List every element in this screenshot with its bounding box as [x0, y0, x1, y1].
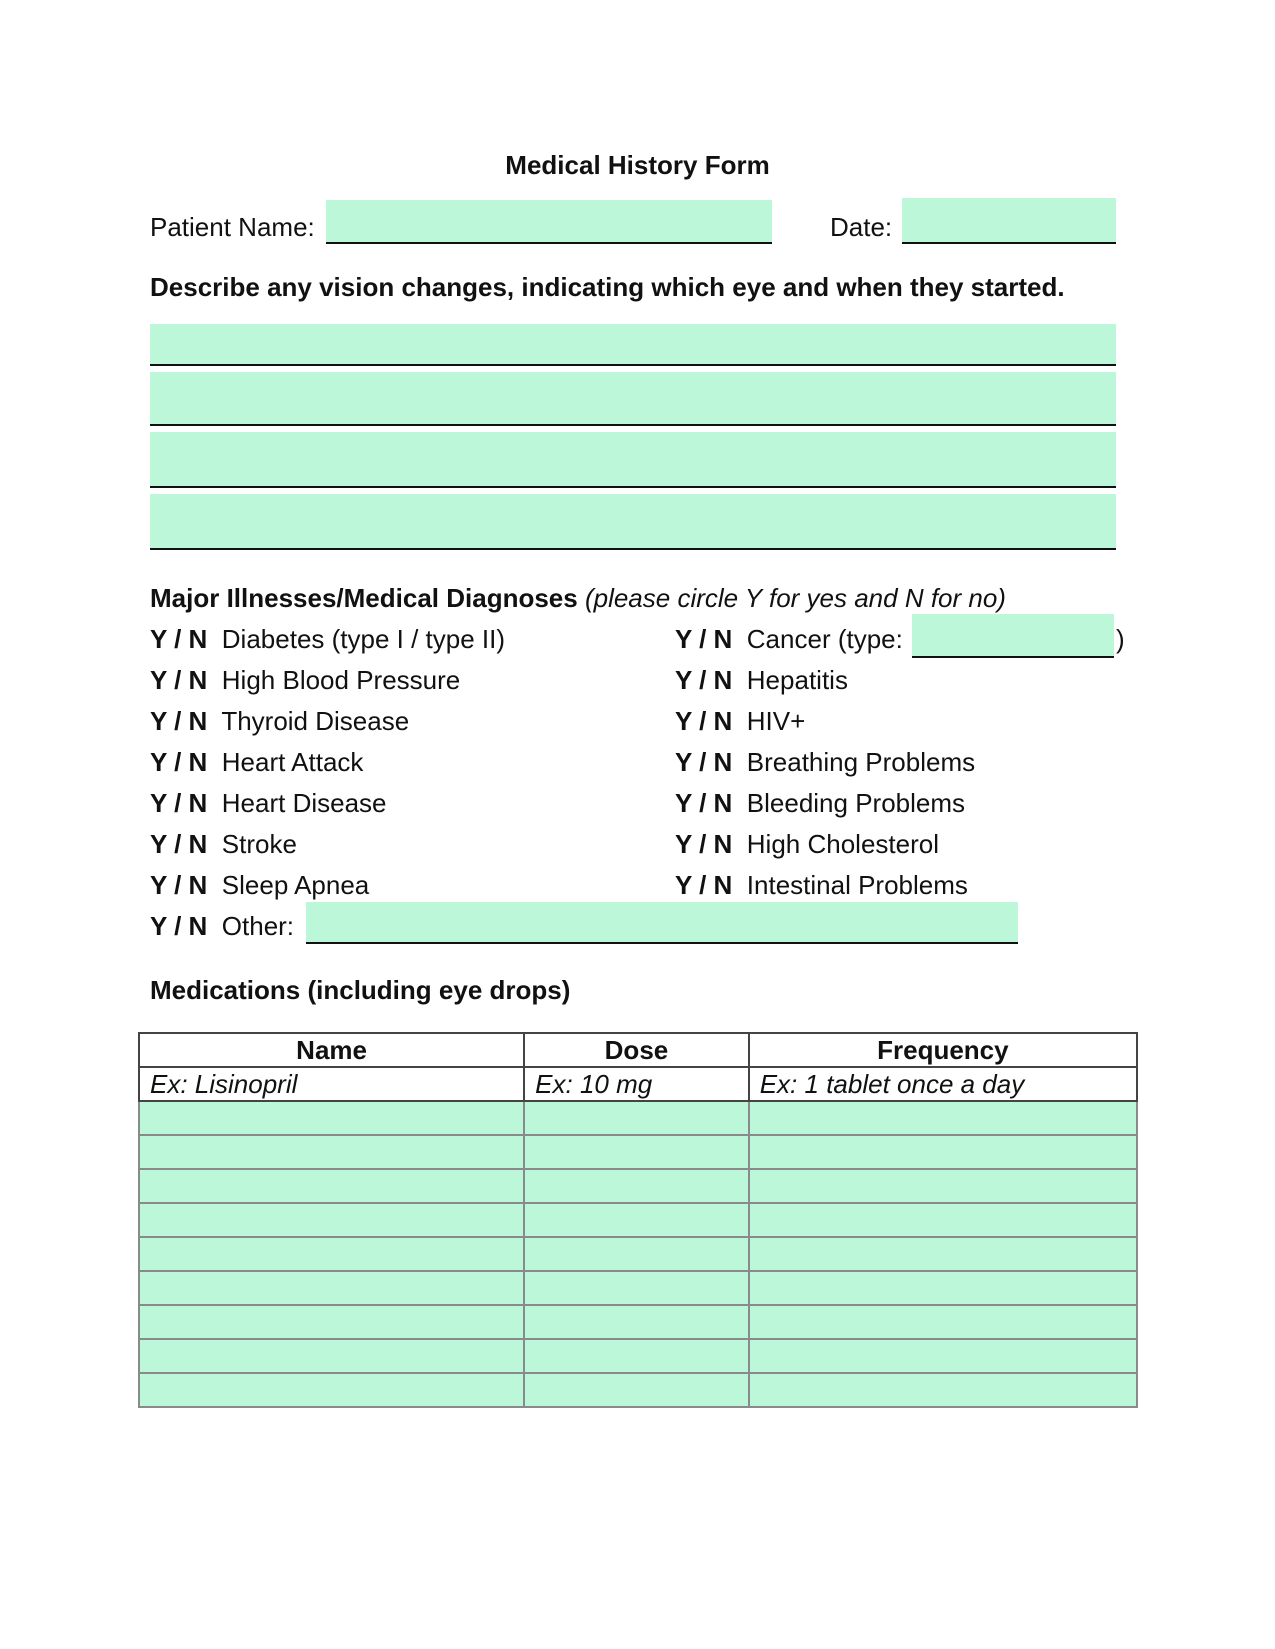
yn-choice[interactable]: Y / N [675, 788, 733, 818]
medication-frequency-cell[interactable] [749, 1271, 1137, 1305]
vision-line-2[interactable] [150, 372, 1116, 426]
vision-line-4[interactable] [150, 494, 1116, 550]
medication-name-cell[interactable] [139, 1271, 524, 1305]
medication-dose-cell[interactable] [524, 1135, 749, 1169]
illness-cancer[interactable] [675, 624, 903, 655]
illness-label: Other: [221, 911, 295, 941]
vision-line-3[interactable] [150, 432, 1116, 488]
medication-dose-cell[interactable] [524, 1237, 749, 1271]
yn-choice[interactable]: Y / N [150, 624, 208, 654]
medication-frequency-cell[interactable] [749, 1373, 1137, 1407]
table-header-row [139, 1033, 1137, 1067]
medication-dose-cell[interactable] [524, 1271, 749, 1305]
illness-diabetes[interactable] [150, 624, 505, 655]
medications-heading: Medications (including eye drops) [150, 975, 571, 1005]
medication-frequency-cell[interactable] [749, 1169, 1137, 1203]
yn-choice[interactable]: Y / N [150, 665, 208, 695]
medication-name-cell[interactable] [139, 1101, 524, 1135]
yn-choice[interactable]: Y / N [675, 829, 733, 859]
example-frequency: Ex: 1 tablet once a day [749, 1067, 1137, 1101]
date-label: Date: [830, 212, 893, 242]
patient-name-field[interactable] [326, 200, 772, 244]
illness-label: Hepatitis [746, 665, 848, 695]
example-name: Ex: Lisinopril [139, 1067, 524, 1101]
cancer-type-field[interactable] [912, 614, 1114, 658]
table-row [139, 1305, 1137, 1339]
table-row [139, 1135, 1137, 1169]
table-row [139, 1373, 1137, 1407]
illness-other[interactable] [150, 911, 294, 942]
medication-dose-cell[interactable] [524, 1203, 749, 1237]
illness-hepatitis[interactable] [675, 665, 848, 696]
medication-frequency-cell[interactable] [749, 1305, 1137, 1339]
illness-heart-disease[interactable] [150, 788, 387, 819]
yn-choice[interactable]: Y / N [675, 624, 733, 654]
illness-sleep-apnea[interactable] [150, 870, 369, 901]
illness-stroke[interactable] [150, 829, 297, 860]
illness-label: Diabetes (type I / type II) [221, 624, 506, 654]
medications-table [138, 1032, 1138, 1408]
other-illness-field[interactable] [306, 902, 1018, 944]
vision-prompt: Describe any vision changes, indicating which eye and when they started. [150, 272, 1065, 302]
table-row [139, 1101, 1137, 1135]
medication-name-cell[interactable] [139, 1339, 524, 1373]
yn-choice[interactable]: Y / N [675, 706, 733, 736]
column-header-name: Name [139, 1033, 524, 1067]
illness-label: High Blood Pressure [221, 665, 461, 695]
medication-dose-cell[interactable] [524, 1305, 749, 1339]
column-header-frequency: Frequency [749, 1033, 1137, 1067]
page-title: Medical History Form [505, 150, 770, 180]
yn-choice[interactable]: Y / N [675, 870, 733, 900]
illness-label: Heart Disease [221, 788, 387, 818]
medication-dose-cell[interactable] [524, 1101, 749, 1135]
illness-thyroid-disease[interactable] [150, 706, 409, 737]
yn-choice[interactable]: Y / N [150, 870, 208, 900]
illness-label: Thyroid Disease [221, 706, 410, 736]
table-row [139, 1169, 1137, 1203]
medication-frequency-cell[interactable] [749, 1339, 1137, 1373]
illnesses-heading [150, 583, 1006, 614]
illness-heart-attack[interactable] [150, 747, 363, 778]
medication-dose-cell[interactable] [524, 1373, 749, 1407]
illness-high-blood-pressure[interactable] [150, 665, 460, 696]
illness-label: Heart Attack [221, 747, 364, 777]
illness-label: Sleep Apnea [221, 870, 370, 900]
table-row [139, 1203, 1137, 1237]
medication-frequency-cell[interactable] [749, 1135, 1137, 1169]
illness-intestinal-problems[interactable] [675, 870, 968, 901]
yn-choice[interactable]: Y / N [150, 788, 208, 818]
yn-choice[interactable]: Y / N [150, 911, 208, 941]
illnesses-title: Major Illnesses/Medical Diagnoses [150, 583, 578, 613]
illness-label: Stroke [221, 829, 297, 859]
table-row [139, 1237, 1137, 1271]
medication-name-cell[interactable] [139, 1373, 524, 1407]
yn-choice[interactable]: Y / N [150, 747, 208, 777]
medication-frequency-cell[interactable] [749, 1237, 1137, 1271]
table-row [139, 1271, 1137, 1305]
medication-name-cell[interactable] [139, 1237, 524, 1271]
medication-name-cell[interactable] [139, 1305, 524, 1339]
illness-bleeding-problems[interactable] [675, 788, 965, 819]
date-field[interactable] [902, 198, 1116, 244]
illnesses-instruction: (please circle Y for yes and N for no) [584, 583, 1006, 613]
column-header-dose: Dose [524, 1033, 749, 1067]
yn-choice[interactable]: Y / N [675, 665, 733, 695]
yn-choice[interactable]: Y / N [150, 706, 208, 736]
illness-high-cholesterol[interactable] [675, 829, 939, 860]
medication-name-cell[interactable] [139, 1203, 524, 1237]
medication-name-cell[interactable] [139, 1135, 524, 1169]
illness-label: Breathing Problems [746, 747, 976, 777]
illness-label: Bleeding Problems [746, 788, 966, 818]
vision-line-1[interactable] [150, 324, 1116, 366]
illness-breathing-problems[interactable] [675, 747, 975, 778]
illness-hiv[interactable] [675, 706, 805, 737]
cancer-close-paren: ) [1116, 624, 1125, 654]
example-dose: Ex: 10 mg [524, 1067, 749, 1101]
table-row [139, 1339, 1137, 1373]
patient-name-label: Patient Name: [150, 212, 315, 242]
illness-label: HIV+ [746, 706, 806, 736]
example-row [139, 1067, 1137, 1101]
medication-frequency-cell[interactable] [749, 1203, 1137, 1237]
medication-name-cell[interactable] [139, 1169, 524, 1203]
medication-dose-cell[interactable] [524, 1339, 749, 1373]
illness-label: Intestinal Problems [746, 870, 968, 900]
medication-dose-cell[interactable] [524, 1169, 749, 1203]
illness-label: Cancer (type: [746, 624, 903, 654]
yn-choice[interactable]: Y / N [150, 829, 208, 859]
yn-choice[interactable]: Y / N [675, 747, 733, 777]
medication-rows [139, 1101, 1137, 1407]
medication-frequency-cell[interactable] [749, 1101, 1137, 1135]
illness-label: High Cholesterol [746, 829, 939, 859]
